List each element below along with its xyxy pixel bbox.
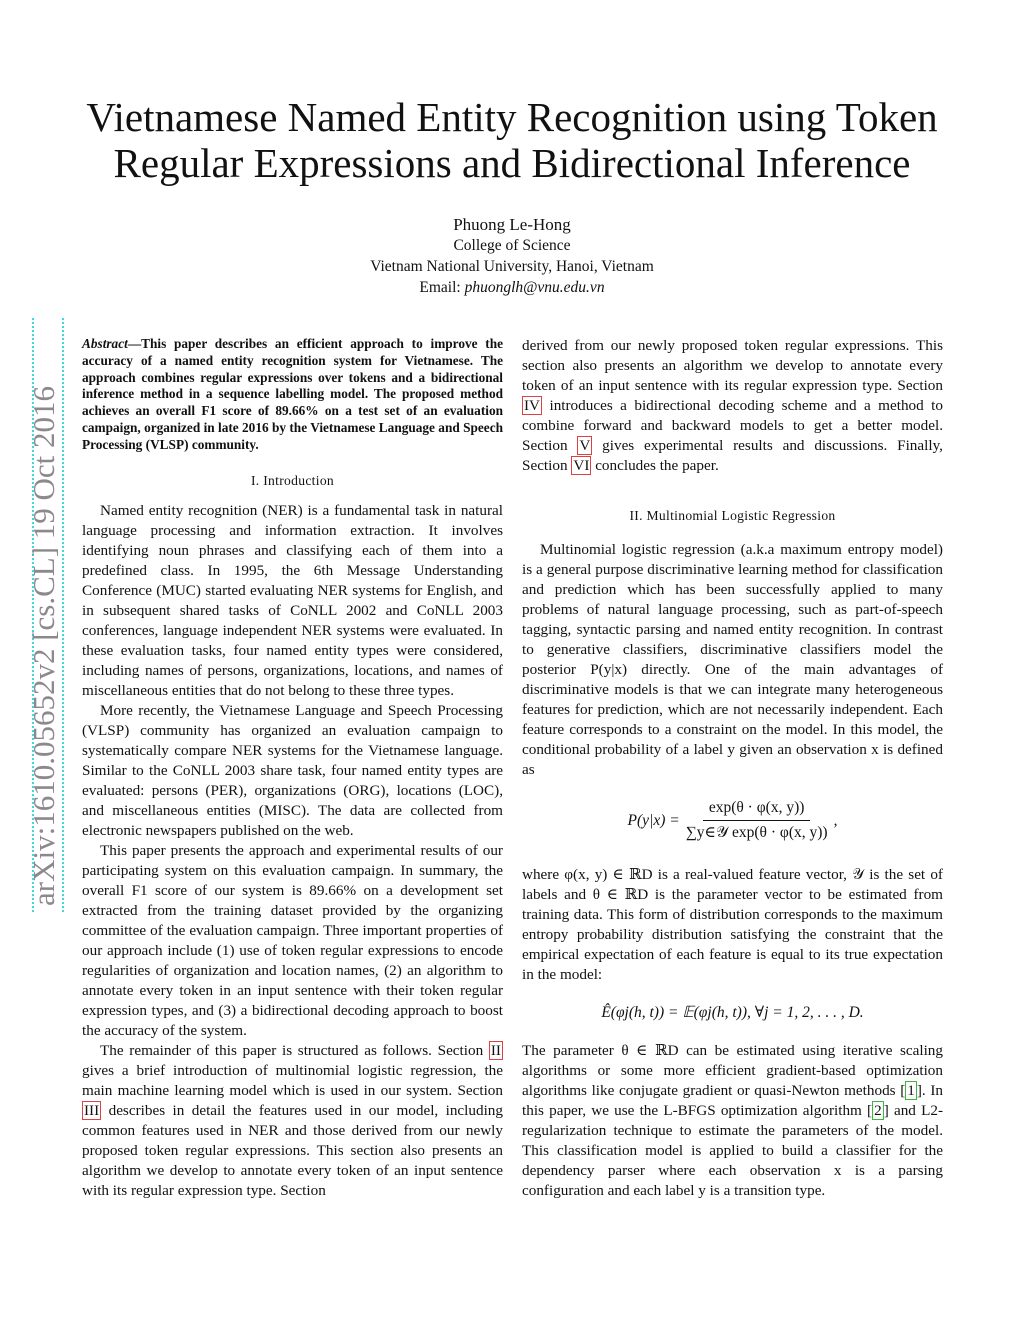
intro-paragraph-1: Named entity recognition (NER) is a fundamental task in natural language processing and information extraction. It involves identifying noun phrases and classifying each of them into a predefined class. In 1995, the 6th Message Understanding Conference (MUC) started evaluating NER systems for English, and in subsequent shared tasks of CoNLL 2002 and CoNLL 2003 conferences, language independent NER systems were evaluated. In these evaluation tasks, four named entity types were considered, including names of persons, organizations, locations, and names of miscellaneous entities that do not belong to these three types. — [82, 501, 503, 699]
mlr-paragraph-2: where φ(x, y) ∈ ℝD is a real-valued feature vector, 𝒴 is the set of labels and θ ∈ ℝD is the parameter vector to be estimated from training data. This form of distribution corresponds to the maximum entropy probability distribution satisfying the constraint that the empirical expectation of each feature is equal to its true expectation in the model: — [522, 866, 943, 983]
equation-numerator: exp(θ · φ(x, y)) — [703, 798, 811, 821]
author-email-line — [200, 277, 824, 298]
arxiv-stamp: arXiv:1610.05652v2 [cs.CL] 19 Oct 2016 — [26, 385, 61, 906]
author-affiliation-college: College of Science — [453, 237, 571, 254]
intro-paragraph-4 — [82, 1041, 503, 1201]
section-heading-introduction: I. Introduction — [250, 472, 335, 488]
equation-denominator: ∑y∈𝒴 exp(θ · φ(x, y)) — [685, 824, 828, 841]
abstract — [82, 336, 503, 454]
intro-paragraph-2: More recently, the Vietnamese Language and Speech Processing (VLSP) community has organized an evaluation campaign to systematically compare NER systems for the Vietnamese language. Similar to the CoNLL 2003 share task, four named entity types are evaluated: persons (PER), organizations (ORG), locations (LOC), and miscellaneous entities (MISC). The data are collected from electronic newspapers published on the web. — [82, 701, 503, 839]
mlr-p3-text-b: ]. In this paper, we use the L-BFGS optimization algorithm [ — [522, 1082, 943, 1119]
mlr-p3-text-a: The parameter θ ∈ ℝD can be estimated using iterative scaling algorithms or some more efficient gradient-based optimization algorithms like conjugate gradient or quasi-Newton methods [ — [522, 1042, 943, 1099]
mlr-paragraph-1: Multinomial logistic regression (a.k.a maximum entropy model) is a general purpose discriminative learning method for classification and prediction which has been successfully applied to many problems of natural language processing, such as part-of-speech tagging, syntactic parsing and named entity recognition. In contrast to generative classifiers, discriminative classifiers model the posterior P(y|x) directly. One of the main advantages of discriminative models is that we can integrate many heterogeneous features for prediction, which are not necessarily independent. Each feature corresponds to a constraint on the model. In this model, the conditional probability of a label y given an observation x is defined as — [522, 541, 943, 778]
intro-p4-text-a: The remainder of this paper is structured as follows. Section — [100, 1041, 489, 1059]
author-email-label: Email: — [419, 279, 461, 296]
mlr-paragraph-3 — [522, 1041, 943, 1201]
intro-p4-text: introduces a bidirectional decoding scheme and a method to combine forward and backward models to get a better model. Section — [522, 397, 943, 454]
author-block — [200, 214, 824, 298]
equation-punct: , — [833, 811, 838, 829]
equation-fraction — [686, 798, 828, 843]
intro-p4-text-b: gives a brief introduction of multinomial logistic regression, the main machine learning model which is used in our system. Section — [82, 1061, 503, 1099]
section-ref-link[interactable]: II — [490, 1041, 501, 1059]
mlr-p3-text-c: ] and L2-regularization technique to estimate the parameters of the model. This classification model is applied to build a classifier for the dependency parser where each observation x is a parsing configuration and each label y is a transition type. — [522, 1102, 943, 1199]
equation-expectation-constraint: Ê(φj(h, t)) = 𝔼(φj(h, t)), ∀j = 1, 2, . . . , D. — [601, 1004, 864, 1021]
section-ref-link[interactable]: VI — [573, 457, 590, 474]
abstract-text: —This paper describes an efficient approach to improve the accuracy of a named entity recognition system for Vietnamese. The approach combines regular expressions over tokens and a bidirectional inference method in a sequence labelling model. The proposed method achieves an overall F1 score of 89.66% on a test set of an evaluation campaign, organized in late 2016 by the Vietnamese Language and Speech Processing (VLSP) community. — [82, 336, 503, 452]
section-ref-link[interactable]: V — [579, 437, 591, 454]
intro-p4-text-c: describes in detail the features used in our model, including common features used in NER and those derived from our newly proposed token regular expressions. This section also presents an algorithm we develop to annotate every token of an input sentence with its regular expression type. Section — [82, 1101, 503, 1199]
left-column — [82, 336, 503, 1201]
intro-paragraph-4-continued — [522, 336, 943, 476]
intro-p4-text: concludes the paper. — [591, 457, 719, 474]
right-column — [522, 336, 943, 1201]
citation-link[interactable]: 2 — [874, 1102, 882, 1119]
paper-title: Vietnamese Named Entity Recognition using Token Regular Expressions and Bidirectional Inference — [86, 94, 938, 186]
section-ref-link[interactable]: III — [84, 1101, 100, 1119]
abstract-label: Abstract — [82, 336, 128, 351]
section-ref-link[interactable]: IV — [524, 397, 541, 414]
author-email[interactable]: phuonglh@vnu.edu.vn — [464, 279, 605, 296]
intro-paragraph-3: This paper presents the approach and experimental results of our participating system on this evaluation campaign. In summary, the overall F1 score of our system is 89.66% on a development set extracted from the training dataset provided by the organizing committee of the evaluation campaign. Three important properties of our approach include (1) use of token regular expressions to encode regularities of organization and location names, (2) an algorithm to annotate every token in an input sentence with their token regular expression types, and (3) a bidirectional decoding approach to boost the accuracy of the system. — [82, 841, 503, 1039]
equation-conditional-probability — [522, 798, 943, 843]
citation-link[interactable]: 1 — [907, 1082, 915, 1099]
section-heading-mlr: II. Multinomial Logistic Regression — [629, 508, 836, 523]
intro-p4-text: gives experimental results and discussions. Finally, Section — [522, 437, 943, 474]
equation-lhs: P(y|x) = — [627, 811, 680, 829]
author-affiliation-university: Vietnam National University, Hanoi, Vietnam — [370, 258, 654, 275]
author-name: Phuong Le-Hong — [453, 215, 571, 234]
intro-p4-text: derived from our newly proposed token regular expressions. This section also presents an algorithm we develop to annotate every token of an input sentence with its regular expression type. Section — [522, 337, 943, 394]
